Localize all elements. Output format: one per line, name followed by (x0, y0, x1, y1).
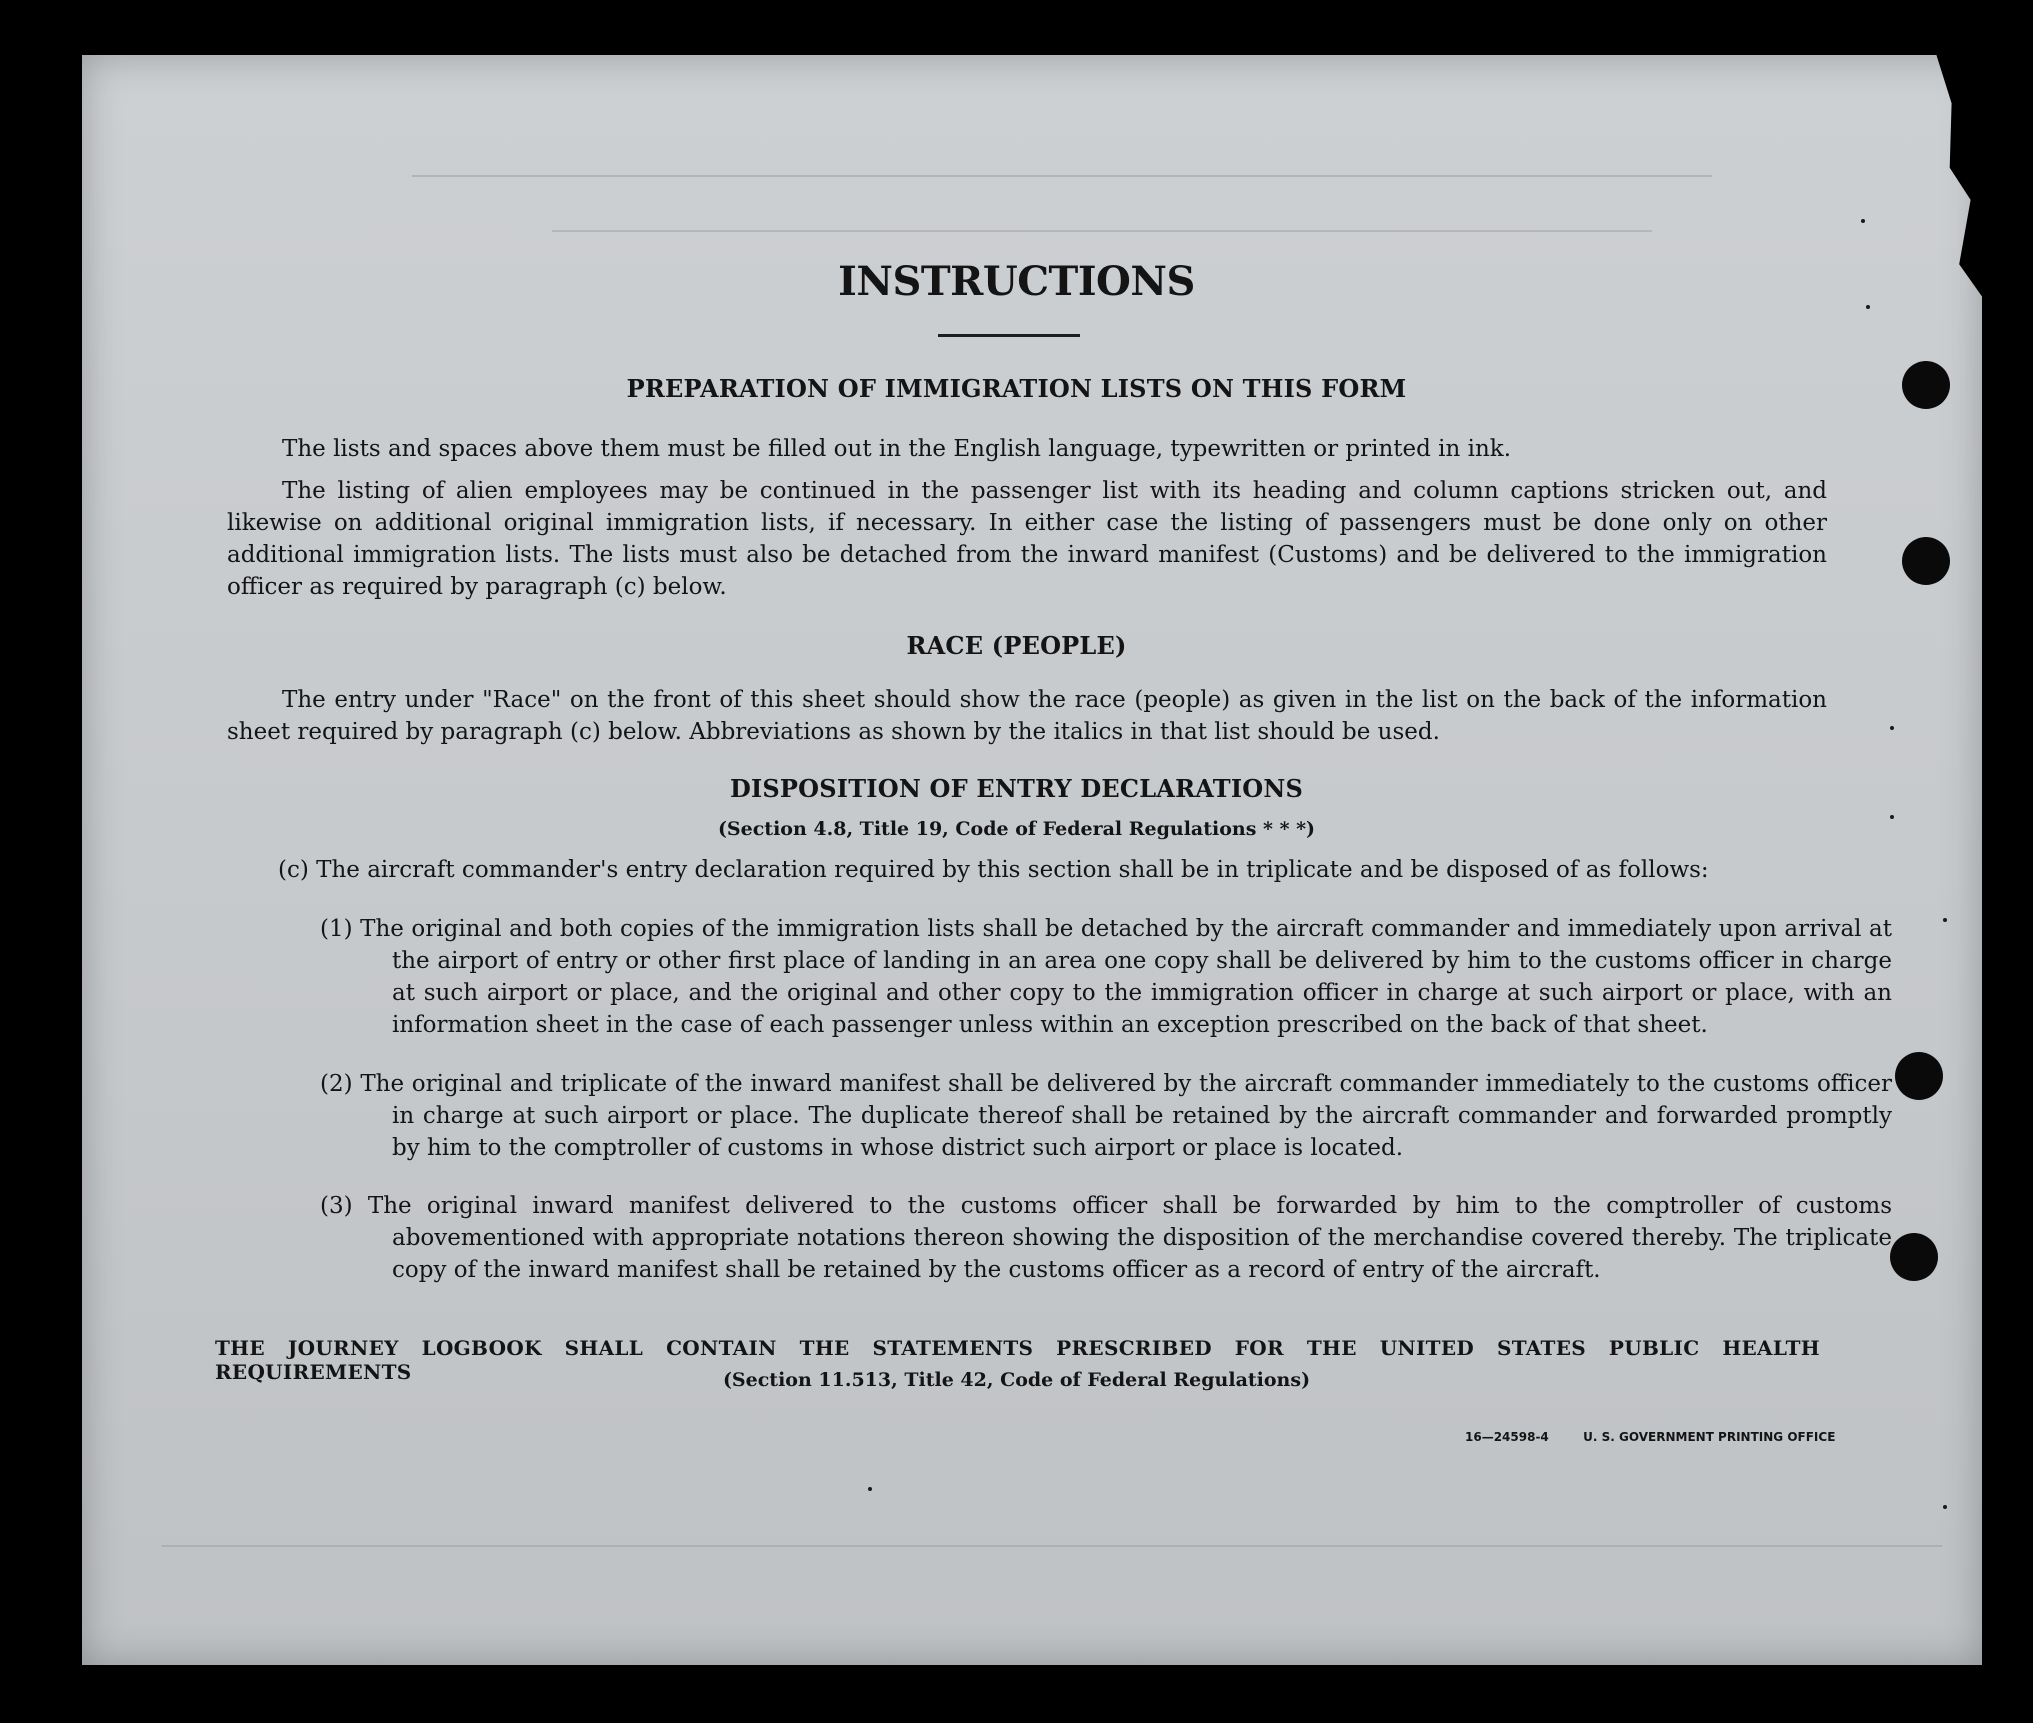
section-citation: (Section 4.8, Title 19, Code of Federal Regulations * * *) (717, 818, 1316, 840)
list-item-3: (3) The original inward manifest delivered to the customs officer shall be forwarded by him to the comptroller of customs abovementioned with appropriate notations thereon showing the disposition of the merchandise covered thereby. The triplicate copy of the inward manifest shall be retained by the customs officer as a record of entry of the aircraft. (320, 1193, 1892, 1283)
section-heading-disposition: DISPOSITION OF ENTRY DECLARATIONS (729, 774, 1304, 803)
printer-line (1465, 1430, 1835, 1444)
list-item-1: (1) The original and both copies of the immigration lists shall be detached by the aircraft commander and immediately upon arrival at the airport of entry or other first place of landing in an area one copy shall be delivered by him to the customs officer in charge at such airport or place, and the original and other copy to the immigration officer in charge at such airport or place, with an information sheet in the case of each passenger unless within an exception prescribed on the back of that sheet. (320, 916, 1892, 1038)
paragraph-alien-employees: The listing of alien employees may be continued in the passenger list with its heading and column captions stricken out, and likewise on additional original immigration lists, if necessary. In either case the listing of passengers must be done only on other additional immigration lists. The lists must also be detached from the inward manifest (Customs) and be delivered to the immigration officer as required by paragraph (c) below. (227, 478, 1827, 600)
title-underline (938, 334, 1080, 337)
list-item-2: (2) The original and triplicate of the inward manifest shall be delivered by the aircraft commander immediately to the customs officer in charge at such airport or place. The duplicate thereof shall be retained by the aircraft commander and forwarded promptly by him to the comptroller of customs in whose district such airport or place is located. (320, 1071, 1892, 1161)
punch-hole (1890, 1233, 1938, 1281)
speck-mark (1890, 726, 1894, 730)
speck-mark (1943, 918, 1947, 922)
speck-mark (1866, 305, 1870, 309)
footer-statement: THE JOURNEY LOGBOOK SHALL CONTAIN THE STATEMENTS PRESCRIBED FOR THE UNITED STATES PUBLIC HEALTH REQUIREMENTS (215, 1336, 1820, 1384)
footer-citation: (Section 11.513, Title 42, Code of Federal Regulations) (722, 1369, 1311, 1391)
section-heading-race: RACE (PEOPLE) (906, 631, 1127, 660)
print-code: 16—24598-4 (1465, 1430, 1549, 1444)
punch-hole (1895, 1052, 1943, 1100)
page-title: INSTRUCTIONS (838, 258, 1195, 305)
paragraph-english-language: The lists and spaces above them must be filled out in the English language, typewritten or printed in ink. (282, 436, 1512, 462)
paragraph-race-entry: The entry under "Race" on the front of this sheet should show the race (people) as given in the list on the back of the information sheet required by paragraph (c) below. Abbreviations as shown by the italics in that list should be used. (227, 687, 1827, 745)
speck-mark (1943, 1505, 1947, 1509)
speck-mark (1861, 219, 1865, 223)
punch-hole (1902, 361, 1950, 409)
section-heading-preparation: PREPARATION OF IMMIGRATION LISTS ON THIS FORM (626, 374, 1407, 403)
printer-name: U. S. GOVERNMENT PRINTING OFFICE (1583, 1430, 1836, 1444)
speck-mark (868, 1487, 872, 1491)
paragraph-c-intro: (c) The aircraft commander's entry declaration required by this section shall be in triplicate and be disposed of as follows: (278, 857, 1709, 883)
punch-hole (1902, 537, 1950, 585)
speck-mark (1890, 815, 1894, 819)
